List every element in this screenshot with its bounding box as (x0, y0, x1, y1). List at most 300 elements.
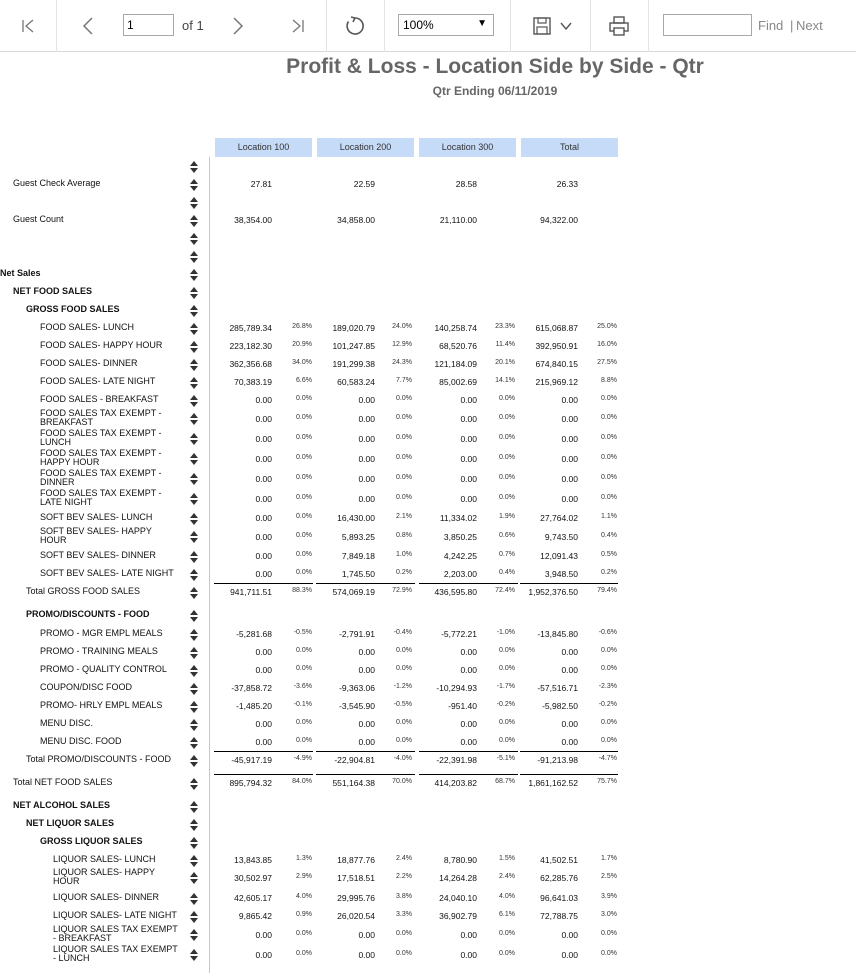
row-label: FOOD SALES- HAPPY HOUR (40, 340, 163, 350)
location-200-percent: 3.3% (396, 911, 412, 918)
location-300-percent: 0.0% (499, 647, 515, 654)
location-200-percent: 24.3% (392, 359, 412, 366)
sort-toggle-icon[interactable] (190, 250, 198, 262)
last-page-button[interactable] (286, 14, 310, 38)
sort-toggle-icon[interactable] (190, 286, 198, 298)
location-100-amount: 941,711.51 (230, 587, 272, 597)
sort-toggle-icon[interactable] (190, 568, 198, 580)
location-300-amount: -10,294.93 (436, 683, 477, 693)
chevron-down-icon (559, 21, 573, 31)
row-label: FOOD SALES TAX EXEMPT - BREAKFAST (40, 408, 162, 427)
location-100-percent: 84.0% (292, 778, 312, 785)
location-200-amount: 0.00 (358, 395, 375, 405)
table-row (0, 429, 856, 447)
location-200-percent: -0.4% (393, 629, 412, 636)
location-200-percent: -1.2% (393, 683, 412, 690)
next-page-button[interactable] (226, 14, 250, 38)
sort-toggle-icon[interactable] (190, 871, 198, 883)
sort-toggle-icon[interactable] (190, 214, 198, 226)
location-200-value: 34,858.00 (337, 215, 375, 225)
location-100-percent: 26.8% (292, 323, 312, 330)
row-label: Total PROMO/DISCOUNTS - FOOD (26, 754, 172, 764)
page-count-label: of 1 (182, 18, 204, 33)
location-200-percent: 3.8% (396, 893, 412, 900)
location-200-percent: 0.0% (396, 434, 412, 441)
table-row (0, 527, 856, 545)
location-200-percent: 24.0% (392, 323, 412, 330)
location-300-percent: 0.0% (499, 930, 515, 937)
location-300-amount: 68,520.76 (439, 341, 477, 351)
report-title: Profit & Loss - Location Side by Side - Qtr (286, 55, 704, 78)
location-300-amount: 0.00 (460, 647, 477, 657)
previous-page-button[interactable] (76, 14, 100, 38)
sort-toggle-icon[interactable] (190, 268, 198, 280)
row-label: FOOD SALES TAX EXEMPT - DINNER (40, 468, 162, 487)
report-toolbar (0, 0, 856, 52)
location-300-percent: 1.5% (499, 855, 515, 862)
location-200-amount: 0.00 (358, 930, 375, 940)
spacer-row (0, 192, 856, 210)
find-separator: | (790, 18, 794, 33)
location-300-percent: 2.4% (499, 873, 515, 880)
export-dropdown-button[interactable] (554, 14, 578, 38)
location-300-value: 21,110.00 (439, 215, 477, 225)
location-300-amount: -22,391.98 (436, 755, 477, 765)
row-label: GROSS LIQUOR SALES (40, 836, 143, 846)
location-300-percent: 0.0% (499, 719, 515, 726)
location-300-percent: 0.0% (499, 395, 515, 402)
row-label: FOOD SALES TAX EXEMPT - HAPPY HOUR (40, 448, 162, 467)
sort-toggle-icon[interactable] (190, 550, 198, 562)
total-amount: -91,213.98 (537, 755, 578, 765)
sort-toggle-icon[interactable] (190, 178, 198, 190)
toolbar-divider (590, 0, 591, 52)
total-amount: 615,068.87 (535, 323, 578, 333)
location-100-percent: 0.0% (296, 551, 312, 558)
total-percent: 0.0% (601, 665, 617, 672)
sort-toggle-icon[interactable] (190, 818, 198, 830)
report-subtitle: Qtr Ending 06/11/2019 (432, 84, 558, 98)
refresh-button[interactable] (343, 14, 367, 38)
sort-toggle-icon[interactable] (190, 358, 198, 370)
sort-toggle-icon[interactable] (190, 412, 198, 424)
total-percent: 2.5% (601, 873, 617, 880)
location-200-percent: 0.2% (396, 569, 412, 576)
location-100-amount: 0.00 (255, 454, 272, 464)
subtotal-rule (214, 751, 313, 752)
dropdown-caret-icon: ▼ (477, 18, 487, 29)
total-percent: 0.0% (601, 719, 617, 726)
heading-net-liquor-sales (0, 814, 856, 832)
total-amount: 0.00 (561, 950, 578, 960)
toolbar-divider (510, 0, 511, 52)
sort-toggle-icon[interactable] (190, 736, 198, 748)
location-300-percent: 0.4% (499, 569, 515, 576)
sort-toggle-icon[interactable] (190, 160, 198, 172)
column-header-location-300: Location 300 (419, 138, 516, 157)
table-row (0, 642, 856, 660)
location-300-amount: -951.40 (448, 701, 477, 711)
location-100-percent: 0.0% (296, 719, 312, 726)
printer-icon (608, 15, 630, 37)
total-percent: 0.0% (601, 647, 617, 654)
location-200-amount: 0.00 (358, 494, 375, 504)
location-200-percent: 2.4% (396, 855, 412, 862)
table-row (0, 469, 856, 487)
location-100-percent: -3.6% (293, 683, 312, 690)
row-label: PROMO/DISCOUNTS - FOOD (26, 609, 150, 619)
export-button[interactable] (530, 14, 554, 38)
total-percent: 16.0% (597, 341, 617, 348)
location-200-amount: -2,791.91 (339, 629, 375, 639)
location-300-amount: 14,264.28 (439, 873, 477, 883)
total-row-promo-food (0, 750, 856, 768)
location-100-amount: -37,858.72 (231, 683, 272, 693)
location-300-amount: 0.00 (460, 950, 477, 960)
location-100-amount: 0.00 (255, 950, 272, 960)
total-amount: 0.00 (561, 719, 578, 729)
row-label: NET FOOD SALES (13, 286, 93, 296)
location-300-percent: 0.6% (499, 532, 515, 539)
sort-toggle-icon[interactable] (190, 928, 198, 940)
sort-toggle-icon[interactable] (190, 452, 198, 464)
sort-toggle-icon[interactable] (190, 340, 198, 352)
location-300-amount: 0.00 (460, 737, 477, 747)
heading-gross-liquor-sales (0, 832, 856, 850)
location-300-amount: 140,258.74 (434, 323, 477, 333)
total-amount: 12,091.43 (540, 551, 578, 561)
total-percent: 0.0% (601, 494, 617, 501)
row-label: FOOD SALES- LATE NIGHT (40, 376, 156, 386)
total-percent: 27.5% (597, 359, 617, 366)
subtotal-rule (419, 751, 518, 752)
location-200-amount: -22,904.81 (334, 755, 375, 765)
location-100-percent: 1.3% (296, 855, 312, 862)
location-200-amount: -9,363.06 (339, 683, 375, 693)
location-200-amount: 189,020.79 (332, 323, 375, 333)
sort-toggle-icon[interactable] (190, 754, 198, 766)
row-label: NET LIQUOR SALES (26, 818, 115, 828)
sort-toggle-icon[interactable] (190, 432, 198, 444)
location-300-percent: 72.4% (495, 587, 515, 594)
sort-toggle-icon[interactable] (190, 394, 198, 406)
location-200-percent: 0.0% (396, 719, 412, 726)
sort-toggle-icon[interactable] (190, 609, 198, 621)
total-percent: 3.0% (601, 911, 617, 918)
sort-toggle-icon[interactable] (190, 646, 198, 658)
total-amount: 3,948.50 (544, 569, 578, 579)
sort-toggle-icon[interactable] (190, 586, 198, 598)
sort-toggle-icon[interactable] (190, 682, 198, 694)
total-percent: 0.0% (601, 434, 617, 441)
location-300-amount: 414,203.82 (434, 778, 477, 788)
table-row (0, 409, 856, 427)
sort-toggle-icon[interactable] (190, 472, 198, 484)
total-amount: 0.00 (561, 454, 578, 464)
location-300-amount: 0.00 (460, 414, 477, 424)
location-100-amount: 13,843.85 (234, 855, 272, 865)
sort-toggle-icon[interactable] (190, 196, 198, 208)
location-200-amount: 0.00 (358, 647, 375, 657)
location-100-percent: -0.1% (293, 701, 312, 708)
sort-toggle-icon[interactable] (190, 530, 198, 542)
location-100-percent: 0.0% (296, 454, 312, 461)
location-200-amount: 16,430.00 (337, 513, 375, 523)
heading-promo-discounts-food (0, 605, 856, 623)
location-100-amount: 70,383.19 (234, 377, 272, 387)
total-amount: 27,764.02 (540, 513, 578, 523)
location-100-percent: 0.0% (296, 494, 312, 501)
location-200-amount: 191,299.38 (332, 359, 375, 369)
total-amount: -13,845.80 (537, 629, 578, 639)
location-100-percent: 0.0% (296, 474, 312, 481)
row-label: Total GROSS FOOD SALES (26, 586, 141, 596)
total-amount: 9,743.50 (544, 532, 578, 542)
sort-toggle-icon[interactable] (190, 322, 198, 334)
location-100-amount: 0.00 (255, 737, 272, 747)
sort-toggle-icon[interactable] (190, 512, 198, 524)
location-100-amount: 0.00 (255, 513, 272, 523)
table-row (0, 546, 856, 564)
subtotal-rule (214, 583, 313, 584)
total-amount: 41,502.51 (540, 855, 578, 865)
row-label: Net Sales (0, 268, 41, 278)
location-100-amount: 0.00 (255, 414, 272, 424)
row-label: GROSS FOOD SALES (26, 304, 120, 314)
location-100-percent: 4.0% (296, 893, 312, 900)
location-300-percent: 0.0% (499, 474, 515, 481)
column-header-location-100: Location 100 (215, 138, 312, 157)
sort-toggle-icon[interactable] (190, 892, 198, 904)
find-button[interactable]: Find (758, 18, 784, 33)
total-percent: 0.4% (601, 532, 617, 539)
location-300-amount: 0.00 (460, 930, 477, 940)
location-200-percent: 2.2% (396, 873, 412, 880)
first-page-icon (20, 18, 36, 34)
location-300-percent: 0.0% (499, 454, 515, 461)
table-row (0, 660, 856, 678)
location-200-amount: 0.00 (358, 414, 375, 424)
location-100-percent: 34.0% (292, 359, 312, 366)
table-row (0, 868, 856, 886)
location-300-amount: 0.00 (460, 474, 477, 484)
sort-toggle-icon[interactable] (190, 664, 198, 676)
total-amount: 0.00 (561, 647, 578, 657)
location-300-percent: 1.9% (499, 513, 515, 520)
location-100-percent: -4.9% (293, 755, 312, 762)
toolbar-divider (326, 0, 327, 52)
chevron-left-icon (80, 17, 96, 35)
location-300-amount: 0.00 (460, 494, 477, 504)
sort-toggle-icon[interactable] (190, 700, 198, 712)
spacer-row (0, 228, 856, 246)
subtotal-rule (419, 583, 518, 584)
total-percent: 1.7% (601, 855, 617, 862)
location-100-percent: 20.9% (292, 341, 312, 348)
row-label: SOFT BEV SALES- HAPPY HOUR (40, 526, 152, 545)
location-100-amount: 30,502.97 (234, 873, 272, 883)
location-100-amount: 0.00 (255, 647, 272, 657)
total-amount: 1,861,162.52 (528, 778, 578, 788)
heading-net-alcohol-sales (0, 796, 856, 814)
location-200-amount: 18,877.76 (337, 855, 375, 865)
sort-toggle-icon[interactable] (190, 718, 198, 730)
location-100-amount: 42,605.17 (234, 893, 272, 903)
location-300-amount: 0.00 (460, 434, 477, 444)
total-amount: 0.00 (561, 494, 578, 504)
location-100-percent: 6.6% (296, 377, 312, 384)
location-300-percent: -5.1% (496, 755, 515, 762)
last-page-icon (290, 18, 306, 34)
location-300-percent: 0.0% (499, 414, 515, 421)
location-200-amount: 0.00 (358, 474, 375, 484)
location-100-amount: 0.00 (255, 494, 272, 504)
find-input[interactable] (663, 14, 752, 36)
sort-toggle-icon[interactable] (190, 304, 198, 316)
row-label: Guest Check Average (13, 178, 101, 188)
spacer-row (0, 246, 856, 264)
toolbar-divider (384, 0, 385, 52)
heading-net-sales (0, 264, 856, 282)
location-300-amount: 121,184.09 (434, 359, 477, 369)
location-100-amount: 0.00 (255, 665, 272, 675)
sort-toggle-icon[interactable] (190, 777, 198, 789)
table-row (0, 372, 856, 390)
location-100-percent: 0.0% (296, 737, 312, 744)
location-100-amount: 362,356.68 (229, 359, 272, 369)
print-button[interactable] (607, 14, 631, 38)
sort-toggle-icon[interactable] (190, 836, 198, 848)
sort-toggle-icon[interactable] (190, 628, 198, 640)
sort-toggle-icon[interactable] (190, 948, 198, 960)
sort-toggle-icon[interactable] (190, 800, 198, 812)
row-label: LIQUOR SALES TAX EXEMPT - BREAKFAST (53, 924, 178, 943)
zoom-select[interactable] (398, 14, 494, 36)
total-amount: 0.00 (561, 395, 578, 405)
total-percent: 3.9% (601, 893, 617, 900)
location-200-percent: 1.0% (396, 551, 412, 558)
row-label: LIQUOR SALES- DINNER (53, 892, 160, 902)
total-percent: 79.4% (597, 587, 617, 594)
total-percent: 0.0% (601, 737, 617, 744)
total-amount: -57,516.71 (537, 683, 578, 693)
location-200-amount: 0.00 (358, 665, 375, 675)
location-100-value: 38,354.00 (234, 215, 272, 225)
location-100-amount: 0.00 (255, 569, 272, 579)
table-row (0, 696, 856, 714)
location-100-amount: -5,281.68 (236, 629, 272, 639)
total-percent: -2.3% (598, 683, 617, 690)
location-200-amount: 574,069.19 (332, 587, 375, 597)
column-header-total: Total (521, 138, 618, 157)
spacer-row (0, 156, 856, 174)
location-300-amount: 0.00 (460, 665, 477, 675)
location-300-amount: 0.00 (460, 454, 477, 464)
location-300-amount: 24,040.10 (439, 893, 477, 903)
total-percent: 0.0% (601, 454, 617, 461)
location-100-amount: 895,794.32 (229, 778, 272, 788)
page-number-input[interactable] (123, 14, 174, 36)
subtotal-rule (316, 583, 415, 584)
location-100-amount: 0.00 (255, 434, 272, 444)
row-label: FOOD SALES TAX EXEMPT - LUNCH (40, 428, 162, 447)
location-300-percent: 0.0% (499, 434, 515, 441)
sort-toggle-icon[interactable] (190, 910, 198, 922)
table-row (0, 678, 856, 696)
location-300-amount: 4,242.25 (443, 551, 477, 561)
table-row (0, 714, 856, 732)
first-page-button[interactable] (16, 14, 40, 38)
row-label: LIQUOR SALES- HAPPY HOUR (53, 867, 156, 886)
sort-toggle-icon[interactable] (190, 232, 198, 244)
table-row (0, 888, 856, 906)
location-200-amount: 0.00 (358, 454, 375, 464)
location-100-amount: 285,789.34 (229, 323, 272, 333)
location-300-percent: 0.0% (499, 950, 515, 957)
sort-toggle-icon[interactable] (190, 854, 198, 866)
location-100-value: 27.81 (250, 179, 272, 189)
location-300-percent: 11.4% (495, 341, 515, 348)
location-100-amount: 0.00 (255, 930, 272, 940)
find-next-button[interactable]: Next (796, 18, 823, 33)
row-label: SOFT BEV SALES- LATE NIGHT (40, 568, 174, 578)
table-row (0, 564, 856, 582)
total-amount: 1,952,376.50 (528, 587, 578, 597)
table-row (0, 732, 856, 750)
total-percent: -4.7% (598, 755, 617, 762)
location-200-amount: 5,893.25 (341, 532, 375, 542)
row-label: SOFT BEV SALES- LUNCH (40, 512, 153, 522)
sort-toggle-icon[interactable] (190, 376, 198, 388)
location-100-percent: 0.0% (296, 569, 312, 576)
table-row (0, 336, 856, 354)
subtotal-rule (520, 751, 618, 752)
location-100-amount: 0.00 (255, 532, 272, 542)
location-100-percent: 0.0% (296, 532, 312, 539)
location-100-percent: 0.0% (296, 647, 312, 654)
total-amount: 72,788.75 (540, 911, 578, 921)
total-percent: 0.0% (601, 414, 617, 421)
location-200-value: 22.59 (353, 179, 375, 189)
subtotal-rule (214, 774, 313, 775)
total-row-gross-food-sales (0, 582, 856, 600)
location-300-percent: -0.2% (496, 701, 515, 708)
location-200-percent: 0.0% (396, 474, 412, 481)
table-row (0, 318, 856, 336)
sort-toggle-icon[interactable] (190, 492, 198, 504)
location-200-percent: 0.0% (396, 395, 412, 402)
stat-row-guest-check-average (0, 174, 856, 192)
row-label: Guest Count (13, 214, 64, 224)
location-200-percent: 0.0% (396, 737, 412, 744)
location-200-percent: 0.8% (396, 532, 412, 539)
total-percent: -0.6% (598, 629, 617, 636)
location-100-percent: 0.0% (296, 395, 312, 402)
location-300-percent: 6.1% (499, 911, 515, 918)
row-label: FOOD SALES - BREAKFAST (40, 394, 159, 404)
row-label: FOOD SALES- LUNCH (40, 322, 135, 332)
location-100-percent: 2.9% (296, 873, 312, 880)
total-percent: 8.8% (601, 377, 617, 384)
location-300-percent: 0.7% (499, 551, 515, 558)
stat-row-guest-count (0, 210, 856, 228)
location-300-percent: 68.7% (495, 778, 515, 785)
location-200-amount: 0.00 (358, 737, 375, 747)
location-200-amount: 7,849.18 (341, 551, 375, 561)
total-percent: 75.7% (597, 778, 617, 785)
row-label: FOOD SALES- DINNER (40, 358, 138, 368)
location-200-amount: 0.00 (358, 950, 375, 960)
